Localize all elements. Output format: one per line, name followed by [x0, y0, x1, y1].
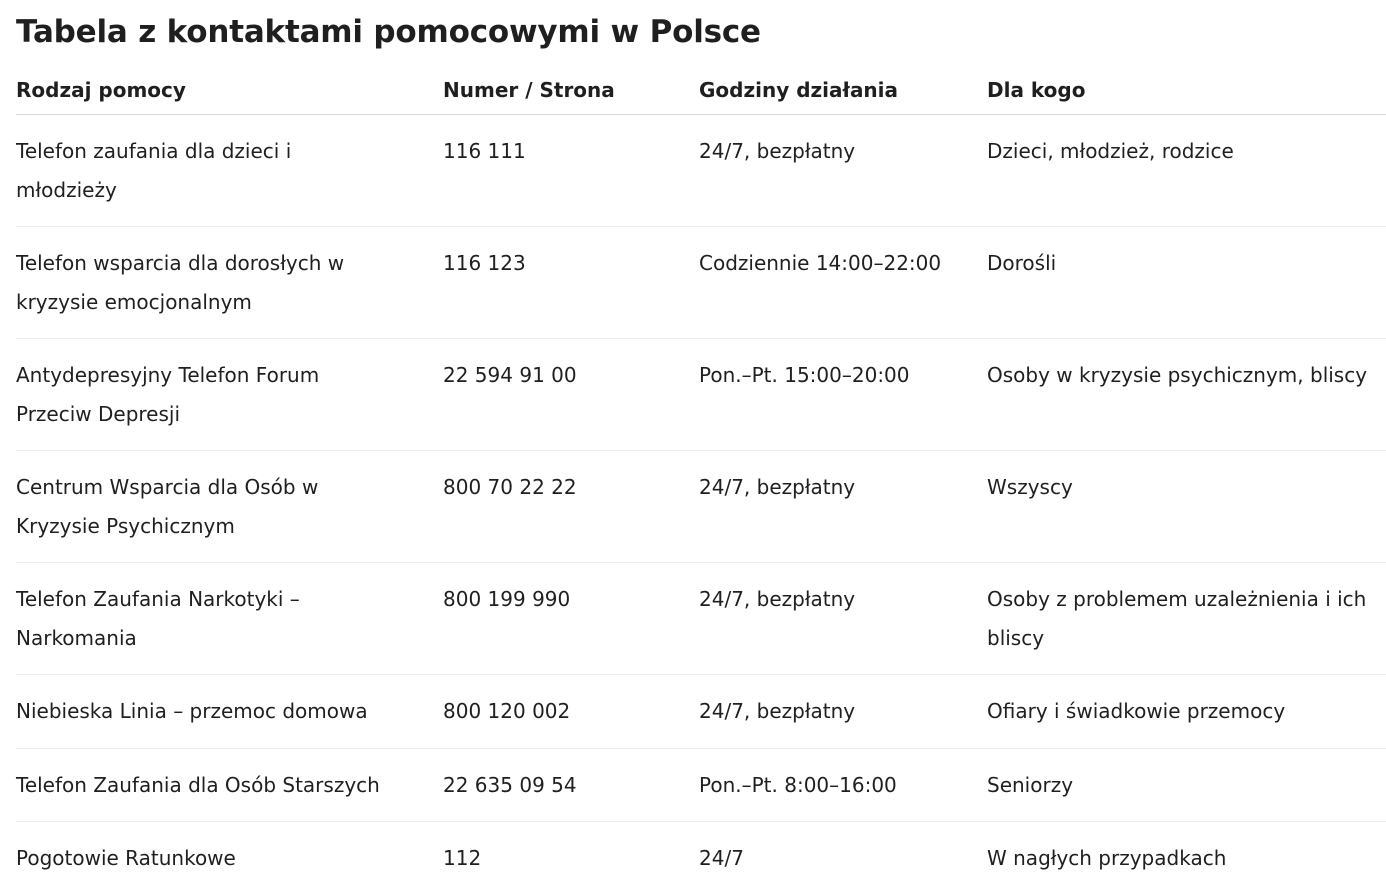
cell-line: Telefon Zaufania Narkotyki –: [16, 587, 300, 611]
cell-line: młodzieży: [16, 177, 117, 202]
phone-number: 800 199 990: [443, 587, 571, 611]
cell-line: Wszyscy: [987, 475, 1073, 499]
cell-line: Ofiary i świadkowie przemocy: [987, 699, 1286, 723]
cell-rodzaj: [16, 339, 443, 451]
cell-godziny: [699, 339, 987, 451]
cell-godziny: [699, 563, 987, 675]
phone-number: 112: [443, 846, 482, 870]
cell-line: Telefon zaufania dla dzieci i: [16, 139, 292, 163]
cell-line: Narkomania: [16, 625, 137, 650]
cell-godziny: [699, 115, 987, 227]
cell-line: Przeciw Depresji: [16, 401, 181, 426]
header-dla-kogo: Dla kogo: [987, 66, 1386, 115]
cell-line: Seniorzy: [987, 772, 1074, 797]
phone-number: 116 123: [443, 251, 526, 275]
cell-line: Antydepresyjny Telefon Forum: [16, 363, 320, 387]
hours: 24/7, bezpłatny: [699, 475, 856, 499]
cell-rodzaj: [16, 563, 443, 675]
cell-line: bliscy: [987, 625, 1045, 650]
hours: Pon.–Pt. 15:00–20:00: [699, 363, 910, 387]
cell-godziny: [699, 748, 987, 822]
cell-dla-kogo: [987, 748, 1386, 822]
cell-line: Dorośli: [987, 251, 1057, 275]
cell-numer: [443, 451, 699, 563]
header-rodzaj-pomocy: Rodzaj pomocy: [16, 66, 443, 115]
cell-dla-kogo: [987, 227, 1386, 339]
cell-dla-kogo: [987, 822, 1386, 895]
hours: 24/7, bezpłatny: [699, 139, 856, 163]
cell-rodzaj: [16, 675, 443, 749]
table-row: [16, 822, 1386, 895]
cell-line: Niebieska Linia – przemoc domowa: [16, 699, 368, 723]
cell-godziny: [699, 675, 987, 749]
table-row: [16, 339, 1386, 451]
table-row: [16, 451, 1386, 563]
cell-rodzaj: [16, 451, 443, 563]
table-row: [16, 748, 1386, 822]
hours: 24/7, bezpłatny: [699, 699, 856, 723]
cell-dla-kogo: [987, 339, 1386, 451]
hours: 24/7: [699, 846, 744, 870]
cell-rodzaj: [16, 227, 443, 339]
table-row: [16, 563, 1386, 675]
phone-number: 22 635 09 54: [443, 772, 577, 797]
cell-rodzaj: [16, 115, 443, 227]
cell-godziny: [699, 227, 987, 339]
hours: Codziennie 14:00–22:00: [699, 251, 942, 275]
cell-godziny: [699, 822, 987, 895]
phone-number: 800 70 22 22: [443, 475, 577, 499]
cell-line: W nagłych przypadkach: [987, 846, 1227, 870]
hours: 24/7, bezpłatny: [699, 587, 856, 611]
cell-numer: [443, 115, 699, 227]
cell-rodzaj: [16, 748, 443, 822]
cell-numer: [443, 675, 699, 749]
cell-line: Pogotowie Ratunkowe: [16, 846, 236, 870]
cell-line: Centrum Wsparcia dla Osób w: [16, 475, 319, 499]
help-contacts-table: [16, 66, 1386, 895]
cell-line: Osoby w kryzysie psychicznym, bliscy: [987, 363, 1368, 387]
cell-numer: [443, 227, 699, 339]
page-title: Tabela z kontaktami pomocowymi w Polsce: [16, 14, 761, 50]
cell-numer: [443, 822, 699, 895]
table-header-row: [16, 66, 1386, 115]
cell-numer: [443, 563, 699, 675]
cell-line: Kryzysie Psychicznym: [16, 513, 235, 538]
cell-line: Osoby z problemem uzależnienia i ich: [987, 587, 1367, 611]
cell-dla-kogo: [987, 451, 1386, 563]
table-row: [16, 115, 1386, 227]
phone-number: 800 120 002: [443, 699, 571, 723]
cell-line: Dzieci, młodzież, rodzice: [987, 139, 1234, 163]
phone-number: 22 594 91 00: [443, 363, 577, 387]
table-row: [16, 675, 1386, 749]
cell-dla-kogo: [987, 563, 1386, 675]
cell-dla-kogo: [987, 115, 1386, 227]
cell-numer: [443, 339, 699, 451]
cell-line: Telefon wsparcia dla dorosłych w: [16, 251, 345, 275]
cell-line: Telefon Zaufania dla Osób Starszych: [16, 772, 380, 797]
hours: Pon.–Pt. 8:00–16:00: [699, 772, 897, 797]
table-row: [16, 227, 1386, 339]
cell-dla-kogo: [987, 675, 1386, 749]
phone-number: 116 111: [443, 139, 526, 163]
header-godziny-dzialania: Godziny działania: [699, 66, 987, 115]
cell-numer: [443, 748, 699, 822]
header-numer-strona: Numer / Strona: [443, 66, 699, 115]
cell-godziny: [699, 451, 987, 563]
cell-rodzaj: [16, 822, 443, 895]
cell-line: kryzysie emocjonalnym: [16, 289, 252, 314]
